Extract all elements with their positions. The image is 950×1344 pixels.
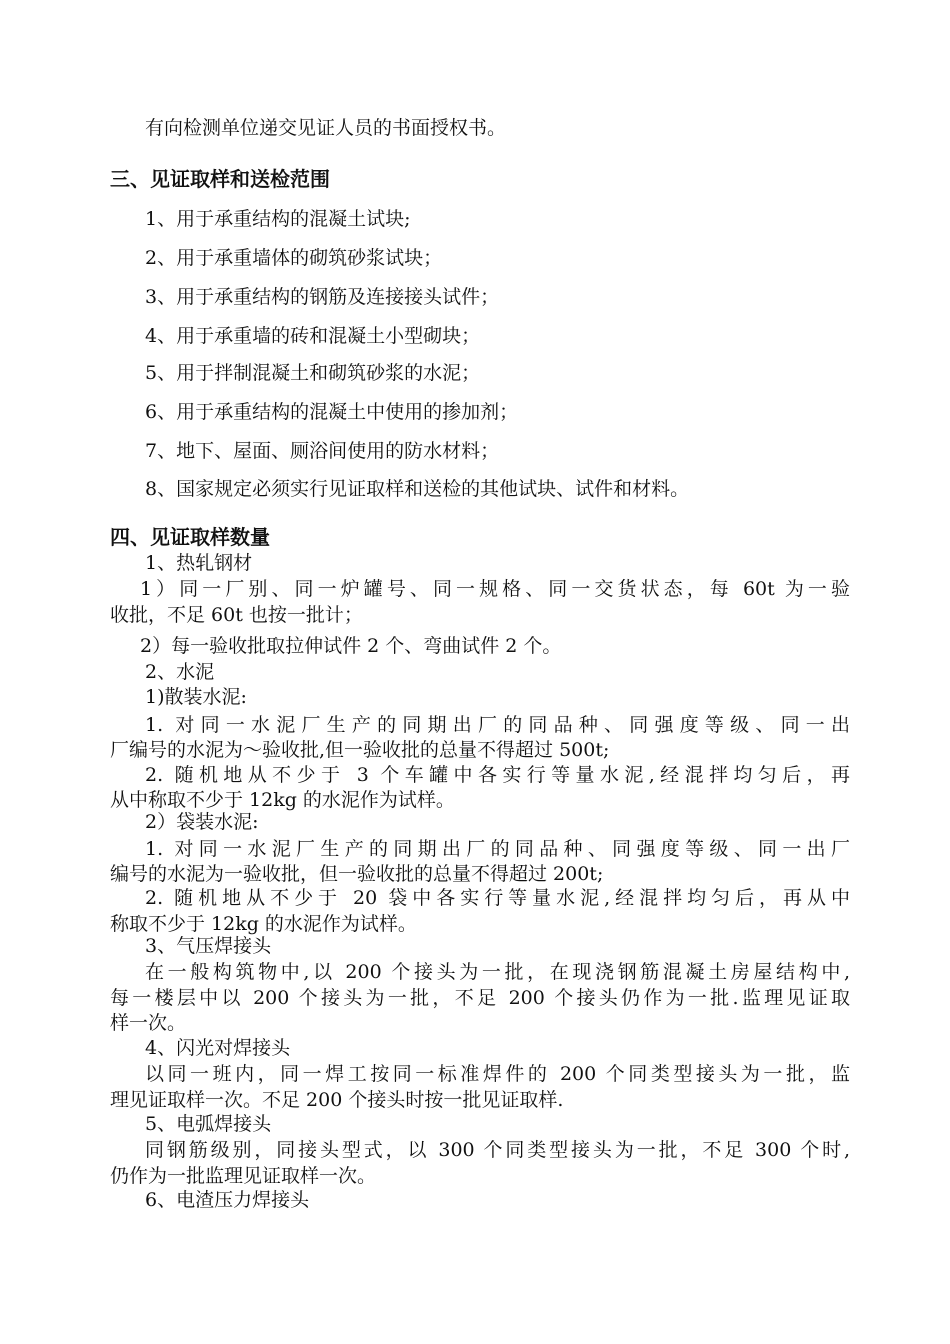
bag-cement-title: 2）袋装水泥: bbox=[145, 811, 259, 833]
section-3-item-3: 3、用于承重结构的钢筋及连接接头试件； bbox=[145, 286, 500, 308]
bag-cement-item-2-line-1: 2. 随机地从不少于 20 袋中各实行等量水泥,经混拌均匀后，再从中 bbox=[145, 887, 850, 909]
section-4-heading: 四、见证取样数量 bbox=[110, 525, 270, 549]
bulk-cement-title: 1)散装水泥: bbox=[145, 686, 247, 708]
steel-paragraph-1-line-1: 1）同一厂别、同一炉罐号、同一规格、同一交货状态，每 60t 为一验 bbox=[140, 578, 850, 600]
steel-paragraph-2: 2）每一验收批取拉伸试件 2 个、弯曲试件 2 个。 bbox=[140, 635, 562, 657]
steel-title: 1、热轧钢材 bbox=[145, 552, 253, 574]
bulk-cement-item-2-line-2: 从中称取不少于 12kg 的水泥作为试样。 bbox=[110, 789, 455, 811]
bulk-cement-item-1-line-1: 1. 对同一水泥厂生产的同期出厂的同品种、同强度等级、同一出 bbox=[145, 714, 850, 736]
intro-continuation: 有向检测单位递交见证人员的书面授权书。 bbox=[145, 117, 507, 139]
bag-cement-item-1-line-1: 1. 对同一水泥厂生产的同期出厂的同品种、同强度等级、同一出厂 bbox=[145, 838, 850, 860]
bulk-cement-item-2-line-1: 2. 随机地从不少于 3 个车罐中各实行等量水泥,经混拌均匀后，再 bbox=[145, 764, 850, 786]
arc-weld-title: 5、电弧焊接头 bbox=[145, 1113, 272, 1135]
arc-weld-line-2: 仍作为一批监理见证取样一次。 bbox=[110, 1165, 377, 1187]
section-3-heading: 三、见证取样和送检范围 bbox=[110, 167, 330, 191]
section-3-item-8: 8、国家规定必须实行见证取样和送检的其他试块、试件和材料。 bbox=[145, 478, 690, 500]
bulk-cement-item-1-line-2: 厂编号的水泥为～验收批,但一验收批的总量不得超过 500t; bbox=[110, 739, 610, 761]
arc-weld-line-1: 同钢筋级别，同接头型式，以 300 个同类型接头为一批，不足 300 个时, bbox=[145, 1139, 850, 1161]
section-3-item-7: 7、地下、屋面、厕浴间使用的防水材料； bbox=[145, 440, 500, 462]
section-3-item-6: 6、用于承重结构的混凝土中使用的掺加剂； bbox=[145, 401, 519, 423]
slag-weld-title: 6、电渣压力焊接头 bbox=[145, 1189, 310, 1211]
gas-weld-line-3: 样一次。 bbox=[110, 1012, 187, 1034]
flash-weld-line-2: 理见证取样一次。不足 200 个接头时按一批见证取样. bbox=[110, 1089, 564, 1111]
section-3-item-1: 1、用于承重结构的混凝土试块; bbox=[145, 208, 411, 230]
flash-weld-title: 4、闪光对焊接头 bbox=[145, 1037, 291, 1059]
gas-weld-line-2: 每一楼层中以 200 个接头为一批，不足 200 个接头仍作为一批.监理见证取 bbox=[110, 987, 850, 1009]
section-3-item-2: 2、用于承重墙体的砌筑砂浆试块； bbox=[145, 247, 443, 269]
steel-paragraph-1-line-2: 收批，不足 60t 也按一批计； bbox=[110, 604, 363, 626]
section-3-item-4: 4、用于承重墙的砖和混凝土小型砌块； bbox=[145, 325, 481, 347]
flash-weld-line-1: 以同一班内，同一焊工按同一标准焊件的 200 个同类型接头为一批，监 bbox=[145, 1063, 850, 1085]
bag-cement-item-1-line-2: 编号的水泥为一验收批，但一验收批的总量不得超过 200t; bbox=[110, 863, 604, 885]
section-3-item-5: 5、用于拌制混凝土和砌筑砂浆的水泥； bbox=[145, 362, 481, 384]
gas-weld-title: 3、气压焊接头 bbox=[145, 935, 272, 957]
gas-weld-line-1: 在一般构筑物中,以 200 个接头为一批，在现浇钢筋混凝土房屋结构中, bbox=[145, 961, 850, 983]
cement-title: 2、水泥 bbox=[145, 661, 215, 683]
bag-cement-item-2-line-2: 称取不少于 12kg 的水泥作为试样。 bbox=[110, 913, 417, 935]
